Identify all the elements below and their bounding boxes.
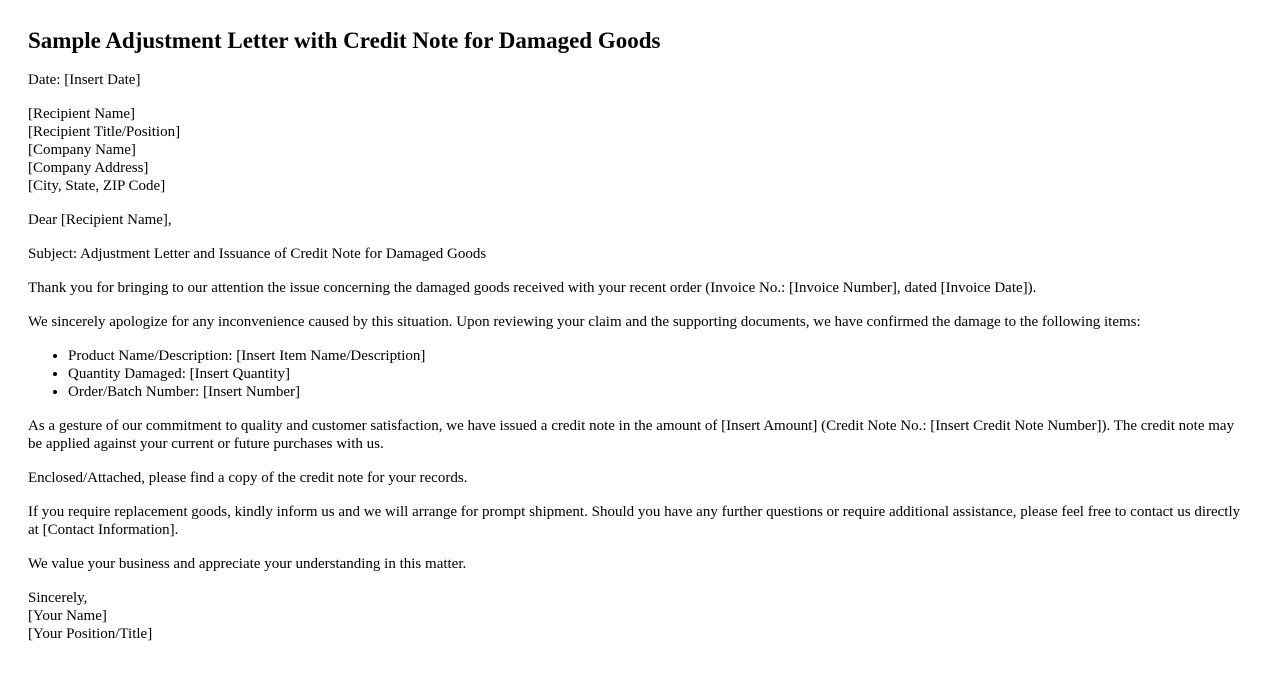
- recipient-name: [Recipient Name]: [28, 106, 136, 122]
- body-paragraph-3: As a gesture of our commitment to quality and customer satisfaction, we have issued a credit note in the amount of [Insert Amount] (Credit Note No.: [Insert Credit Note Number]). The credit note may be applied against your current or future purchases with us.: [28, 418, 1235, 452]
- list-item: • Order/Batch Number: [Insert Number]: [68, 383, 1250, 401]
- body-paragraph-2: We sincerely apologize for any inconvenience caused by this situation. Upon reviewing your claim and the supporting documents, we have confirmed the damage to the following items:: [28, 314, 1141, 330]
- signer-title: [Your Position/Title]: [28, 626, 153, 642]
- date-line: Date: [Insert Date]: [28, 72, 141, 88]
- list-item: • Quantity Damaged: [Insert Quantity]: [68, 365, 1250, 383]
- signer-name: [Your Name]: [28, 608, 107, 624]
- body-paragraph-5: If you require replacement goods, kindly inform us and we will arrange for prompt shipment. Should you have any further questions or require additional assistance, please feel free to contact us directly at [Contact Information].: [28, 504, 1241, 538]
- body-paragraph-6: We value your business and appreciate your understanding in this matter.: [28, 556, 467, 572]
- recipient-block: [28, 105, 1250, 195]
- body-paragraph-4: Enclosed/Attached, please find a copy of the credit note for your records.: [28, 470, 468, 486]
- damaged-items-list: [28, 347, 1250, 401]
- recipient-address: [Company Address]: [28, 160, 149, 176]
- recipient-title: [Recipient Title/Position]: [28, 124, 181, 140]
- recipient-company: [Company Name]: [28, 142, 136, 158]
- letter-page: [0, 27, 1278, 643]
- salutation: Dear [Recipient Name],: [28, 212, 172, 228]
- list-item: • Product Name/Description: [Insert Item Name/Description]: [68, 347, 1250, 365]
- closing-sincerely: Sincerely,: [28, 590, 88, 606]
- page-title: Sample Adjustment Letter with Credit Note for Damaged Goods: [28, 28, 661, 53]
- body-paragraph-1: Thank you for bringing to our attention the issue concerning the damaged goods received with your recent order (Invoice No.: [Invoice Number], dated [Invoice Date]).: [28, 280, 1037, 296]
- recipient-city-state-zip: [City, State, ZIP Code]: [28, 178, 166, 194]
- subject-line: Subject: Adjustment Letter and Issuance of Credit Note for Damaged Goods: [28, 246, 487, 262]
- signature-block: [28, 589, 1250, 643]
